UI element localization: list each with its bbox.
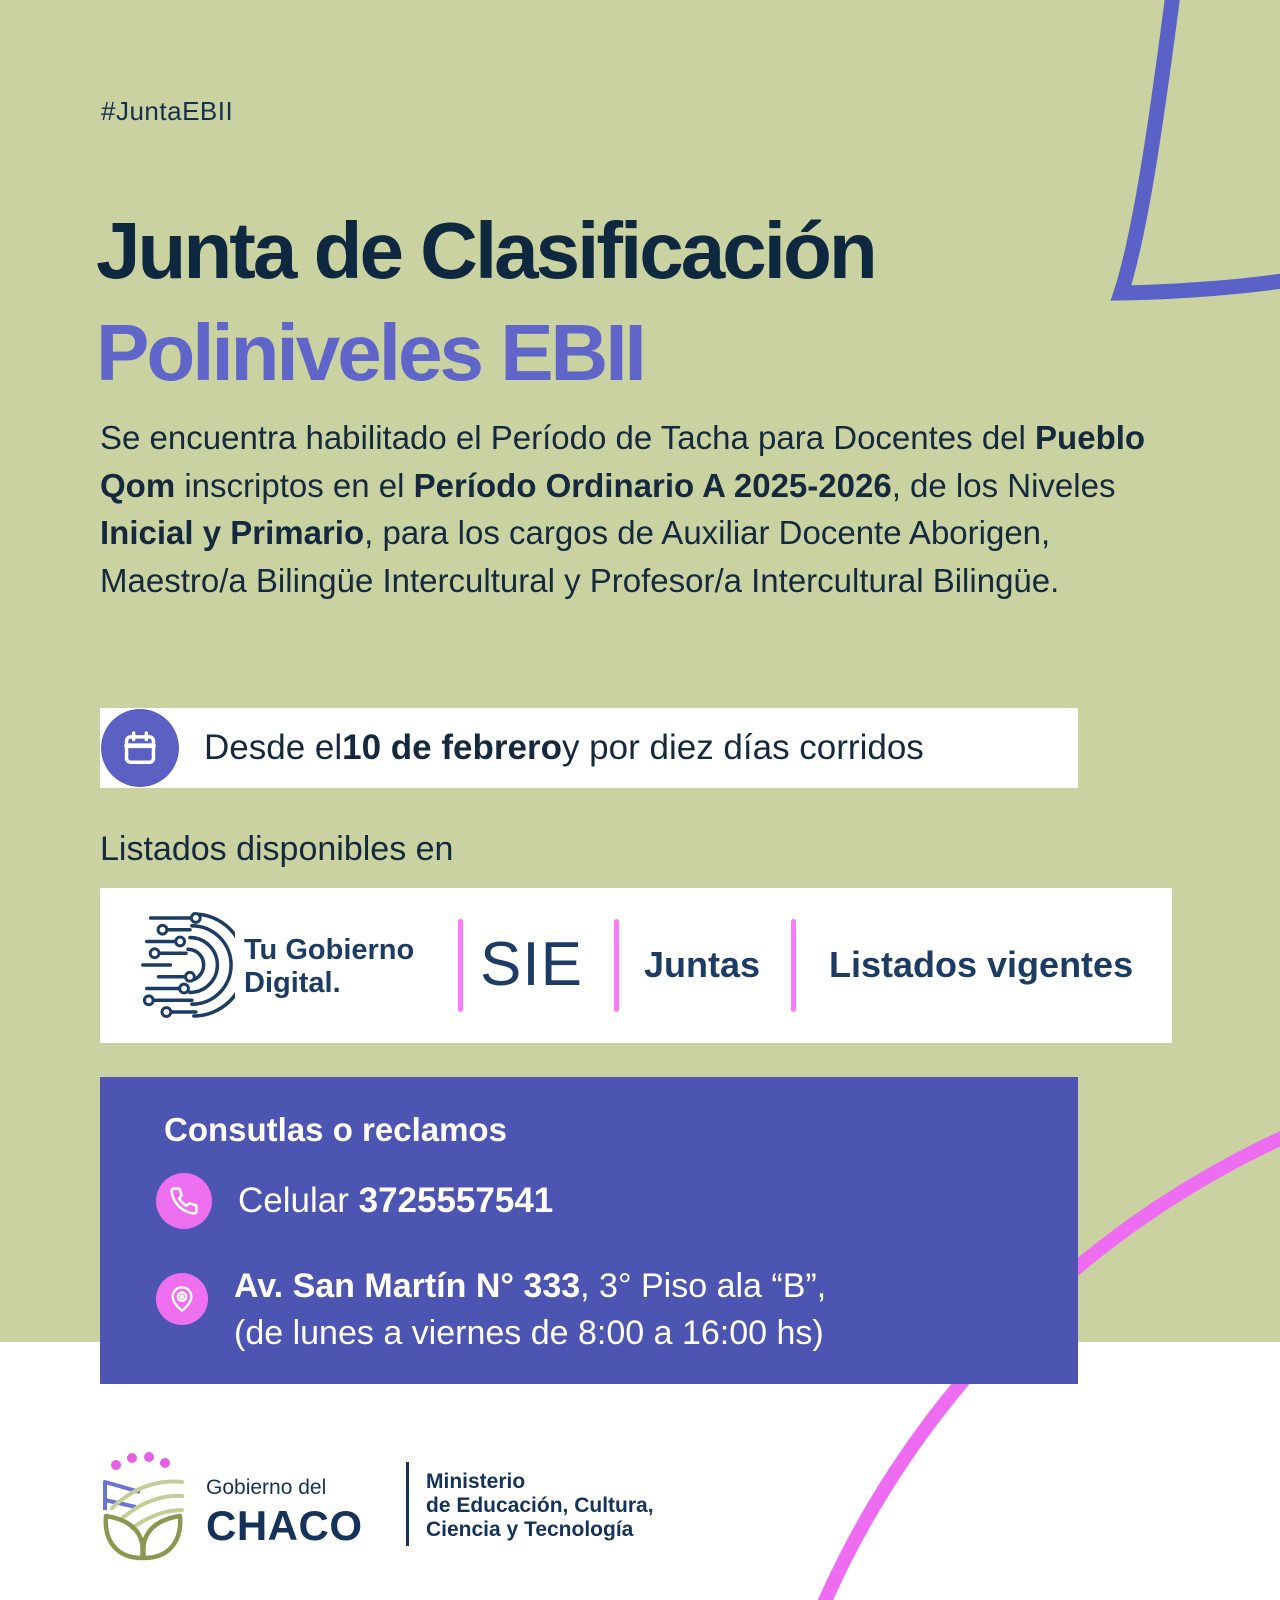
page-title xyxy=(96,200,875,404)
tu-gobierno-digital-icon xyxy=(137,908,235,1022)
gobierno-del-chaco-wordmark xyxy=(206,1476,363,1550)
address-text xyxy=(234,1263,826,1357)
address-row xyxy=(156,1263,826,1357)
brand-line-1: Tu Gobierno xyxy=(244,934,415,966)
contact-heading: Consutlas o reclamos xyxy=(164,1111,507,1148)
pink-separator xyxy=(614,919,619,1012)
pink-separator xyxy=(458,919,463,1012)
listados-label: Listados disponibles en xyxy=(100,830,454,868)
brand-line-2: Digital. xyxy=(244,967,341,999)
address-line-2: (de lunes a viernes de 8:00 a 16:00 hs) xyxy=(234,1314,824,1352)
ministry-line-2: de Educación, Cultura, xyxy=(426,1494,654,1517)
ministry-line-1: Ministerio xyxy=(426,1470,526,1493)
platform-bar xyxy=(100,888,1172,1043)
footer-divider xyxy=(406,1462,409,1546)
phone-row xyxy=(156,1173,553,1229)
chaco-label: CHACO xyxy=(206,1502,363,1549)
address-line-1: Av. San Martín N° 333, 3° Piso ala “B”, xyxy=(234,1267,827,1305)
body-paragraph: Se encuentra habilitado el Período de Tacha para Docentes del Pueblo Qom inscriptos en el Período Ordinario A 2025-2026, de los Niveles Inicial y Primario, para los cargos de Auxiliar Docente Aborigen, Maestro/a Bilingüe Intercultural y Profesor/a Intercultural Bilingüe. xyxy=(100,419,1146,599)
title-line-2: Poliniveles EBII xyxy=(96,308,644,397)
date-banner xyxy=(100,708,1078,788)
location-pin-icon xyxy=(156,1273,208,1325)
title-line-1: Junta de Clasificación xyxy=(96,206,875,295)
hashtag: #JuntaEBII xyxy=(101,96,234,126)
gobierno-del-label: Gobierno del xyxy=(206,1476,327,1499)
phone-text: Celular 3725557541 xyxy=(238,1181,554,1220)
contact-box xyxy=(100,1077,1078,1384)
breadcrumb-item-listados-vigentes: Listados vigentes xyxy=(829,944,1134,985)
calendar-icon xyxy=(101,709,179,787)
tu-gobierno-digital-wordmark xyxy=(244,934,414,1000)
footer xyxy=(0,1440,1280,1600)
breadcrumb-item-juntas: Juntas xyxy=(644,944,761,985)
ministry-text xyxy=(426,1470,654,1542)
ministry-line-3: Ciencia y Tecnología xyxy=(426,1518,634,1541)
date-text: Desde el 10 de febrero y por diez días corridos xyxy=(204,728,924,767)
chaco-emblem xyxy=(98,1452,188,1564)
pink-separator xyxy=(791,919,796,1012)
phone-icon xyxy=(156,1173,212,1229)
breadcrumb-item-sie: SIE xyxy=(480,930,583,999)
